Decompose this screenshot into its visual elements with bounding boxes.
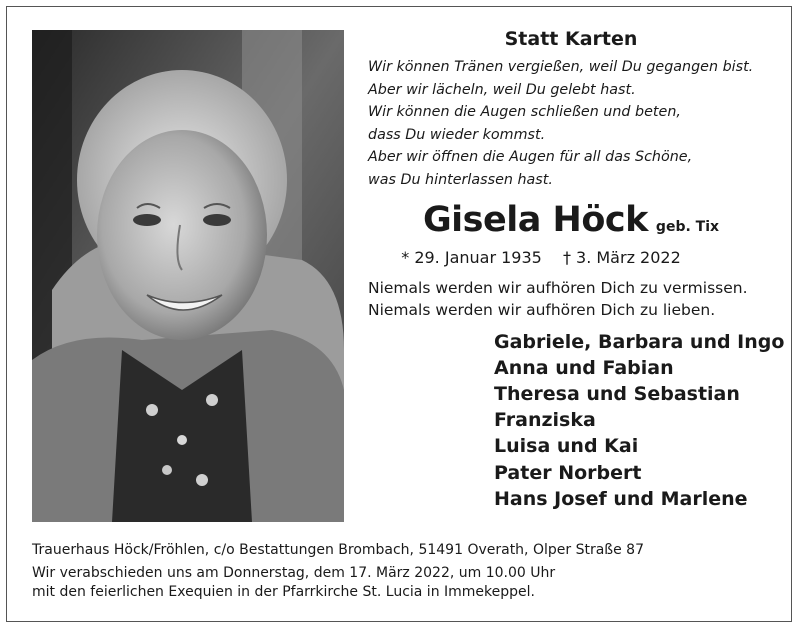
birth-date: * 29. Januar 1935 (401, 247, 542, 267)
family-member: Pater Norbert (494, 461, 642, 484)
family-member: Gabriele, Barbara und Ingo (494, 330, 785, 353)
poem-line: Wir können die Augen schließen und beten, (368, 104, 681, 121)
verse (356, 277, 786, 321)
verse-line: Niemals werden wir aufhören Dich zu vermissen. (368, 278, 748, 297)
mourning-address: Trauerhaus Höck/Fröhlen, c/o Bestattungen Brombach, 51491 Overath, Olper Straße 87 (32, 542, 644, 558)
poem-line: dass Du wieder kommst. (368, 126, 546, 143)
notice-heading: Statt Karten (504, 28, 638, 50)
family-member: Franziska (494, 409, 596, 432)
family-member: Hans Josef und Marlene (494, 487, 748, 510)
family-member: Theresa und Sebastian (494, 382, 740, 405)
poem-line: Aber wir lächeln, weil Du gelebt hast. (368, 81, 636, 98)
portrait-photo (32, 30, 344, 522)
poem-line: Aber wir öffnen die Augen für all das Schöne, (368, 149, 693, 166)
poem-line: Wir können Tränen vergießen, weil Du gegangen bist. (368, 59, 754, 75)
deceased-name: Gisela Höck (422, 199, 648, 240)
verse-line: Niemals werden wir aufhören Dich zu lieben. (368, 300, 716, 319)
farewell-line: mit den feierlichen Exequien in der Pfarrkirche St. Lucia in Immekeppel. (32, 584, 535, 600)
family-list (356, 329, 786, 512)
notice-text (356, 24, 786, 512)
poem (356, 56, 786, 192)
farewell-info (32, 564, 782, 602)
farewell-line: Wir verabschieden uns am Donnerstag, dem 17. März 2022, um 10.00 Uhr (32, 565, 556, 581)
death-date: † 3. März 2022 (562, 247, 681, 267)
family-member: Luisa und Kai (494, 435, 639, 458)
birth-name: geb. Tix (655, 218, 720, 235)
deceased-name-line (356, 200, 786, 246)
notice-footer (32, 540, 782, 602)
poem-line: was Du hinterlassen hast. (368, 171, 553, 188)
life-dates (356, 248, 786, 267)
portrait-photo-icon (32, 30, 344, 522)
family-member: Anna und Fabian (494, 356, 674, 379)
